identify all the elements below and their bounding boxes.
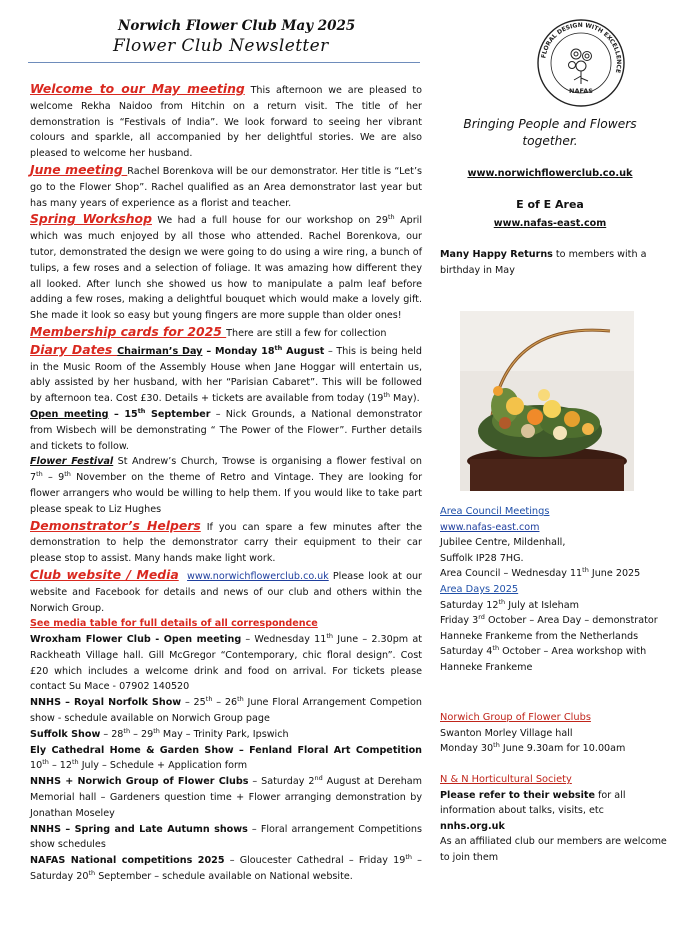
norwich-group-section bbox=[440, 710, 670, 757]
area-day-1b: July at Isleham bbox=[505, 599, 579, 611]
nn-society-text bbox=[440, 788, 670, 819]
june-text: Rachel Borenkova will be our demonstrator. Her title is “Let’s go to the Flower Shop”. Rachel qualified as an Area demonstrator last year but has many years of experience as a florist and teacher. bbox=[30, 165, 422, 209]
event-text-c: July – Schedule + Application form bbox=[78, 760, 248, 772]
chairman-month: August bbox=[282, 345, 325, 357]
birthday-bold: Many Happy Returns bbox=[440, 249, 553, 260]
nn-society-text2: As an affiliated club our members are welcome to join them bbox=[440, 836, 667, 863]
area-name: E of E Area bbox=[516, 198, 584, 211]
open-meeting bbox=[30, 407, 422, 454]
birthday-text: to members with a birthday in May bbox=[440, 249, 647, 276]
area-day-2-sup: rd bbox=[478, 612, 485, 621]
area-council-link[interactable]: www.nafas-east.com bbox=[440, 521, 540, 533]
area-day-3 bbox=[440, 644, 670, 675]
event-sup-2: th bbox=[88, 868, 96, 877]
event-text-b: – 26 bbox=[212, 697, 238, 709]
event-title: NNHS + Norwich Group of Flower Clubs bbox=[30, 776, 249, 788]
open-month: September bbox=[145, 408, 211, 420]
membership-text: There are still a few for collection bbox=[226, 327, 387, 339]
event-sup-1: th bbox=[326, 631, 334, 640]
birthday-note bbox=[440, 247, 668, 279]
chairman-text-b: May). bbox=[390, 393, 420, 405]
event-text-c: May – Trinity Park, Ipswich bbox=[159, 728, 289, 740]
event-sup-1: th bbox=[42, 758, 49, 767]
area-council-line1: Jubilee Centre, Mildenhall, bbox=[440, 537, 566, 549]
chairman-sup: th bbox=[274, 343, 283, 352]
event-text-a: 10 bbox=[30, 760, 43, 772]
festival-sup2: th bbox=[64, 469, 71, 478]
norwich-group-venue: Swanton Morley Village hall bbox=[440, 727, 573, 739]
website-section bbox=[30, 567, 422, 616]
spring-heading: Spring Workshop bbox=[30, 211, 152, 227]
event-title: NNHS – Spring and Late Autumn shows bbox=[30, 823, 248, 835]
spring-text-b: April which was much enjoyed by all those who attended. Rachel Borenkova, our tutor, demonstrated the design we were going to do using a wire ring, a bunch of tulips, a few roses and a selection of foliage. It was amazing how different they all looked. After lunch she showed us how to manipulate a palm leaf before adding a few roses, making a delightful bouquet which would make a lovely gift. She made it look so easy but young fingers are more supple than older ones! bbox=[30, 215, 423, 322]
norwich-group-date bbox=[440, 741, 670, 757]
website-heading: Club website / Media bbox=[30, 566, 179, 582]
event-text-a: – Saturday 2 bbox=[248, 776, 315, 788]
event-item bbox=[30, 632, 422, 695]
norwich-group-date-a: Monday 30 bbox=[440, 743, 494, 755]
helpers-section bbox=[30, 518, 422, 567]
website-text: Please look at our website and Facebook for details and news of our club and others within the Norwich Group. bbox=[30, 570, 422, 614]
event-title: Ely Cathedral Home & Garden Show – Fenland Floral Art Competition bbox=[30, 744, 422, 756]
spring-sup: th bbox=[388, 213, 395, 222]
norwich-group-sup: th bbox=[493, 741, 500, 749]
nn-society-section bbox=[440, 772, 670, 866]
event-text-a: – Gloucester Cathedral – Friday 19 bbox=[224, 855, 406, 867]
welcome-text: This afternoon we are pleased to welcome Rekha Naidoo from Hitchin on a return visit. The title of her demonstration is “Festivals of India”. We look forward to seeing her vibrant colours and sparkle, all accompanied by her delightful stories. We are also pleased to welcome her husband. bbox=[30, 85, 422, 160]
event-title: NNHS – Royal Norfolk Show bbox=[30, 697, 182, 709]
event-sup-2: th bbox=[153, 726, 160, 735]
festival-sup1: th bbox=[36, 469, 43, 478]
festival-label: Flower Festival bbox=[30, 456, 114, 468]
event-text-b: – Saturday 20 bbox=[30, 855, 422, 883]
event-text-b: – 12 bbox=[48, 760, 72, 772]
tagline bbox=[440, 116, 660, 150]
main-column bbox=[30, 81, 422, 885]
event-text-c: June Floral Arrangement Competion show - schedule available on Norwich Group page bbox=[30, 697, 423, 725]
logo-bottom-text: NAFAS bbox=[569, 87, 593, 95]
festival-text-c: November on the theme of Retro and Vintage. They are looking for flower arrangers who would be willing to help them. If you would like to take part please speak to Liz Hughes bbox=[30, 472, 423, 515]
event-item bbox=[30, 743, 422, 775]
june-section bbox=[30, 162, 422, 211]
event-item bbox=[30, 727, 422, 743]
event-item bbox=[30, 774, 422, 821]
area-day-1a: Saturday 12 bbox=[440, 599, 499, 611]
festival-text: St Andrew’s Church, Trowse is organising a flower festival on 7 bbox=[30, 456, 422, 484]
area-council-year: June 2025 bbox=[588, 568, 641, 580]
newsletter-title: Norwich Flower Club May 2025 bbox=[118, 18, 356, 34]
club-website-right-link[interactable]: www.norwichflowerclub.co.uk bbox=[467, 168, 633, 179]
event-title: NAFAS National competitions 2025 bbox=[30, 855, 225, 867]
open-label: Open meeting bbox=[30, 408, 109, 420]
helpers-text: If you can spare a few minutes after the demonstration to help the demonstrator carry their equipment to their car please stop to assist. Many hands make light work. bbox=[30, 521, 422, 565]
diary-section bbox=[30, 342, 422, 407]
event-sup-1: nd bbox=[314, 774, 323, 783]
membership-heading: Membership cards for 2025 bbox=[30, 323, 227, 339]
helpers-heading: Demonstrator’s Helpers bbox=[30, 517, 201, 533]
chairman-sup2: th bbox=[383, 390, 390, 399]
area-council-heading: Area Council Meetings bbox=[440, 506, 550, 517]
june-heading: June meeting bbox=[30, 161, 128, 177]
event-item bbox=[30, 695, 422, 727]
area-day-1-sup: th bbox=[498, 597, 506, 606]
area-day-2 bbox=[440, 613, 670, 644]
club-website-link[interactable]: www.norwichflowerclub.co.uk bbox=[187, 570, 329, 582]
diary-heading: Diary Dates bbox=[30, 341, 118, 357]
area-days-heading: Area Days 2025 bbox=[440, 583, 519, 595]
media-note bbox=[30, 616, 422, 632]
event-text-b: August at Dereham Memorial hall – Gardeners question time + Flower arranging demonstration by Jonathan Moseley bbox=[30, 776, 423, 819]
logo-ring-text: FLORAL DESIGN WITH EXCELLENCE bbox=[540, 21, 623, 74]
nn-society-bold: Please refer to their website bbox=[440, 789, 595, 801]
area-day-1 bbox=[440, 598, 670, 614]
area-council-sup: th bbox=[582, 566, 589, 575]
welcome-heading: Welcome to our May meeting bbox=[30, 81, 245, 96]
event-sup-2: th bbox=[72, 758, 79, 767]
event-sup-2: th bbox=[237, 695, 244, 704]
event-item bbox=[30, 853, 422, 885]
header-divider bbox=[28, 62, 420, 63]
event-sup-1: th bbox=[123, 726, 131, 735]
membership-section bbox=[30, 324, 422, 342]
event-text-a: – Floral arrangement Competitions show schedules bbox=[30, 823, 422, 851]
tagline-line2: together. bbox=[522, 134, 578, 148]
chairman-date: – Monday 18 bbox=[202, 345, 275, 357]
nafas-logo bbox=[536, 18, 626, 108]
area-day-2b: October – Area Day – demonstrator Hanneke Frankeme from the Netherlands bbox=[440, 615, 658, 642]
area-council-line2: Suffolk IP28 7HG. bbox=[440, 552, 524, 564]
event-item bbox=[30, 822, 422, 854]
chairman-text: – This is being held in the Music Room of the Assembly House when Jane Hoggar will entertain us, ably assisted by her husband, with her “Parisian Cabaret”. This will be followed by afternoon tea. Cost £30. Details + tickets are available from today (19 bbox=[30, 345, 422, 405]
event-text-c: September – schedule available on National website. bbox=[95, 871, 353, 883]
event-text-a: – 28 bbox=[100, 728, 124, 740]
area-day-3-sup: th bbox=[492, 644, 500, 653]
event-text-a: – Wednesday 11 bbox=[241, 634, 327, 646]
svg-text:FLORAL DESIGN WITH EXCELLENCE bbox=[540, 22, 622, 74]
area-day-3a: Saturday 4 bbox=[440, 646, 493, 658]
nn-society-text1: for all information about talks, visits, etc bbox=[440, 789, 626, 817]
norwich-group-date-b: June 9.30am for 10.00am bbox=[499, 743, 626, 755]
event-sup-1: th bbox=[205, 695, 213, 704]
events-list bbox=[30, 632, 422, 885]
event-title: Suffolk Show bbox=[30, 728, 101, 740]
newsletter-subtitle: Flower Club Newsletter bbox=[113, 36, 329, 56]
area-council-date: Area Council – Wednesday 11 bbox=[440, 568, 583, 580]
event-title: Wroxham Flower Club - Open meeting bbox=[30, 634, 242, 646]
festival-text-b: – 9 bbox=[42, 472, 65, 484]
event-text-b: – 29 bbox=[130, 728, 154, 740]
norwich-group-heading: Norwich Group of Flower Clubs bbox=[440, 712, 591, 723]
nafas-east-link[interactable]: www.nafas-east.com bbox=[493, 218, 607, 229]
spring-text: We had a full house for our workshop on 29 bbox=[151, 215, 388, 227]
chairman-label: Chairman’s Day bbox=[117, 345, 203, 357]
tagline-line1: Bringing People and Flowers bbox=[463, 117, 637, 131]
welcome-section bbox=[30, 81, 422, 162]
open-date: – 15 bbox=[108, 408, 138, 420]
open-text: – Nick Grounds, a National demonstrator from Wisbech will be demonstrating “ The Power of the Flower”. Further details and tickets to follow. bbox=[30, 408, 423, 452]
open-sup: th bbox=[137, 406, 146, 415]
event-text-a: – 25 bbox=[181, 697, 206, 709]
area-council-line3 bbox=[440, 566, 670, 582]
area-day-2a: Friday 3 bbox=[440, 615, 479, 627]
media-note-text: See media table for full details of all correspondence bbox=[30, 618, 318, 630]
nn-society-site: nnhs.org.uk bbox=[440, 820, 505, 832]
spring-section bbox=[30, 211, 422, 324]
area-day-3b: October – Area workshop with Hanneke Frankeme bbox=[440, 646, 647, 673]
event-sup-1: th bbox=[405, 853, 412, 862]
nn-society-heading: N & N Horticultural Society bbox=[440, 774, 572, 785]
event-text-b: June – 2.30pm at Rackheath Village hall. Gill McGregor “Contemporary, chic floral design”. Cost £20 which includes a welcome drink and food on arrival. For tickets please contact Su Mace - 07902 140520 bbox=[30, 634, 422, 693]
flower-arrangement-photo bbox=[460, 311, 634, 491]
flower-festival bbox=[30, 454, 422, 517]
area-council-section bbox=[440, 504, 670, 676]
